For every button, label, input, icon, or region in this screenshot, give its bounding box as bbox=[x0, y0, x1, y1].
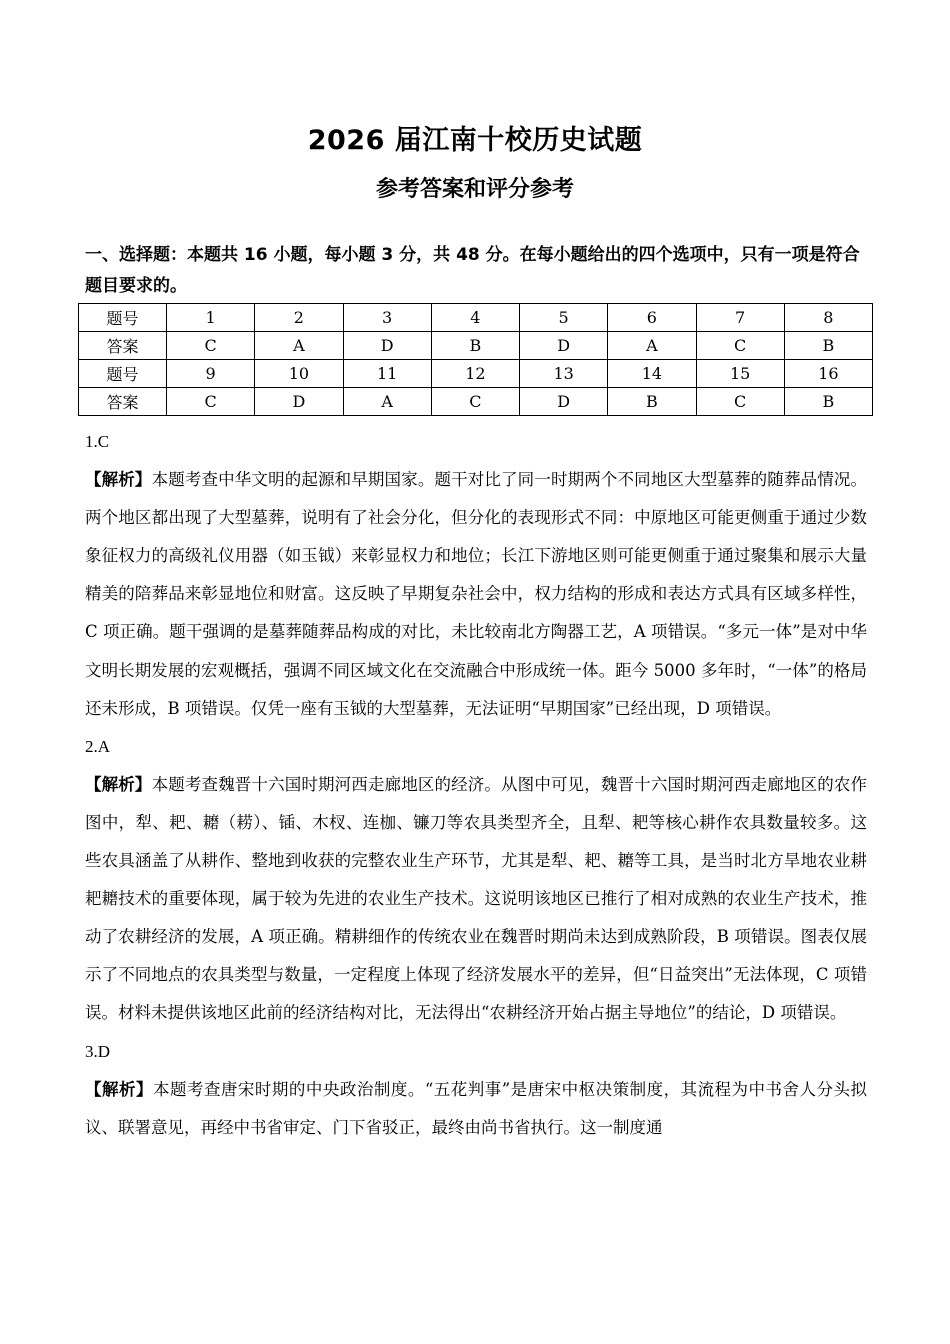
answer-cell: A bbox=[343, 388, 431, 416]
question-number-cell: 8 bbox=[784, 304, 872, 332]
answer-cell: D bbox=[520, 388, 608, 416]
explanation-text: 本题考查唐宋时期的中央政治制度。“五花判事”是唐宋中枢决策制度，其流程为中书舍人分头拟议、联署意见，再经中书省审定、门下省驳正，最终由尚书省执行。这一制度通 bbox=[85, 1079, 867, 1137]
analysis-tag: 【解析】 bbox=[85, 774, 152, 794]
answer-cell: A bbox=[255, 332, 343, 360]
question-number-cell: 16 bbox=[784, 360, 872, 388]
question-number-cell: 4 bbox=[431, 304, 519, 332]
question-number-cell: 11 bbox=[343, 360, 431, 388]
explanation-paragraph bbox=[85, 1071, 867, 1147]
answer-cell: B bbox=[784, 388, 872, 416]
question-answer-heading: 3.D bbox=[85, 1041, 111, 1061]
question-number-cell: 10 bbox=[255, 360, 343, 388]
question-number-cell: 13 bbox=[520, 360, 608, 388]
answer-table bbox=[78, 303, 873, 416]
question-number-cell: 2 bbox=[255, 304, 343, 332]
answer-cell: C bbox=[696, 388, 784, 416]
table-row-answers-1 bbox=[79, 332, 873, 360]
answer-cell: B bbox=[608, 388, 696, 416]
answer-cell: D bbox=[255, 388, 343, 416]
explanation-paragraph bbox=[85, 461, 867, 728]
answer-cell: D bbox=[520, 332, 608, 360]
analysis-tag: 【解析】 bbox=[85, 1079, 153, 1099]
answer-cell: C bbox=[431, 388, 519, 416]
row-label-answer: 答案 bbox=[79, 388, 167, 416]
question-answer-heading: 1.C bbox=[85, 432, 110, 451]
question-answer-heading: 2.A bbox=[85, 736, 111, 756]
row-label-question: 题号 bbox=[79, 360, 167, 388]
answer-cell: A bbox=[608, 332, 696, 360]
answer-cell: D bbox=[343, 332, 431, 360]
table-row-answers-2 bbox=[79, 388, 873, 416]
question-number-cell: 14 bbox=[608, 360, 696, 388]
question-number-cell: 7 bbox=[696, 304, 784, 332]
answer-cell: B bbox=[431, 332, 519, 360]
question-number-cell: 1 bbox=[167, 304, 255, 332]
answer-cell: C bbox=[167, 332, 255, 360]
question-number-cell: 9 bbox=[167, 360, 255, 388]
question-number-cell: 3 bbox=[343, 304, 431, 332]
analysis-tag: 【解析】 bbox=[85, 470, 152, 490]
question-number-cell: 5 bbox=[520, 304, 608, 332]
question-number-cell: 15 bbox=[696, 360, 784, 388]
explanation-text: 本题考查魏晋十六国时期河西走廊地区的经济。从图中可见，魏晋十六国时期河西走廊地区的农作图中，犁、耙、耱（耢）、锸、木杈、连枷、镰刀等农具类型齐全，且犁、耙等核心耕作农具数量较多。这些农具涵盖了从耕作、整地到收获的完整农业生产环节，尤其是犁、耙、耱等工具，是当时北方旱地农业耕耙耱技术的重要体现，属于较为先进的农业生产技术。这说明该地区已推行了相对成熟的农业生产技术，推动了农耕经济的发展，A 项正确。精耕细作的传统农业在魏晋时期尚未达到成熟阶段，B 项错误。图表仅展示了不同地点的农具类型与数量，一定程度上体现了经济发展水平的差异，但“日益突出”无法体现，C 项错误。材料未提供该地区此前的经济结构对比，无法得出“农耕经济开始占据主导地位”的结论，D 项错误。 bbox=[85, 774, 868, 1023]
section-heading-multiple-choice: 一、选择题：本题共 16 小题，每小题 3 分，共 48 分。在每小题给出的四个选项中，只有一项是符合题目要求的。 bbox=[85, 245, 860, 296]
answer-cell: C bbox=[696, 332, 784, 360]
question-number-cell: 6 bbox=[608, 304, 696, 332]
document-subtitle: 参考答案和评分参考 bbox=[375, 177, 574, 202]
explanation-paragraph bbox=[85, 766, 867, 1033]
row-label-answer: 答案 bbox=[79, 332, 167, 360]
row-label-question: 题号 bbox=[79, 304, 167, 332]
explanations bbox=[85, 423, 867, 1147]
document-title: 2026 届江南十校历史试题 bbox=[307, 125, 643, 156]
table-row-questions-1 bbox=[79, 304, 873, 332]
answer-cell: C bbox=[167, 388, 255, 416]
answer-cell: B bbox=[784, 332, 872, 360]
table-row-questions-2 bbox=[79, 360, 873, 388]
question-number-cell: 12 bbox=[431, 360, 519, 388]
explanation-text: 本题考查中华文明的起源和早期国家。题干对比了同一时期两个不同地区大型墓葬的随葬品情况。两个地区都出现了大型墓葬，说明有了社会分化，但分化的表现形式不同：中原地区可能更侧重于通过少数象征权力的高级礼仪用器（如玉钺）来彰显权力和地位；长江下游地区则可能更侧重于通过聚集和展示大量精美的陪葬品来彰显地位和财富。这反映了早期复杂社会中，权力结构的形成和表达方式具有区域多样性，C 项正确。题干强调的是墓葬随葬品构成的对比，未比较南北方陶器工艺，A 项错误。“多元一体”是对中华文明长期发展的宏观概括，强调不同区域文化在交流融合中形成统一体。距今 5000 多年时，“一体”的格局还未形成，B 项错误。仅凭一座有玉钺的大型墓葬，无法证明“早期国家”已经出现，D 项错误。 bbox=[85, 470, 868, 718]
